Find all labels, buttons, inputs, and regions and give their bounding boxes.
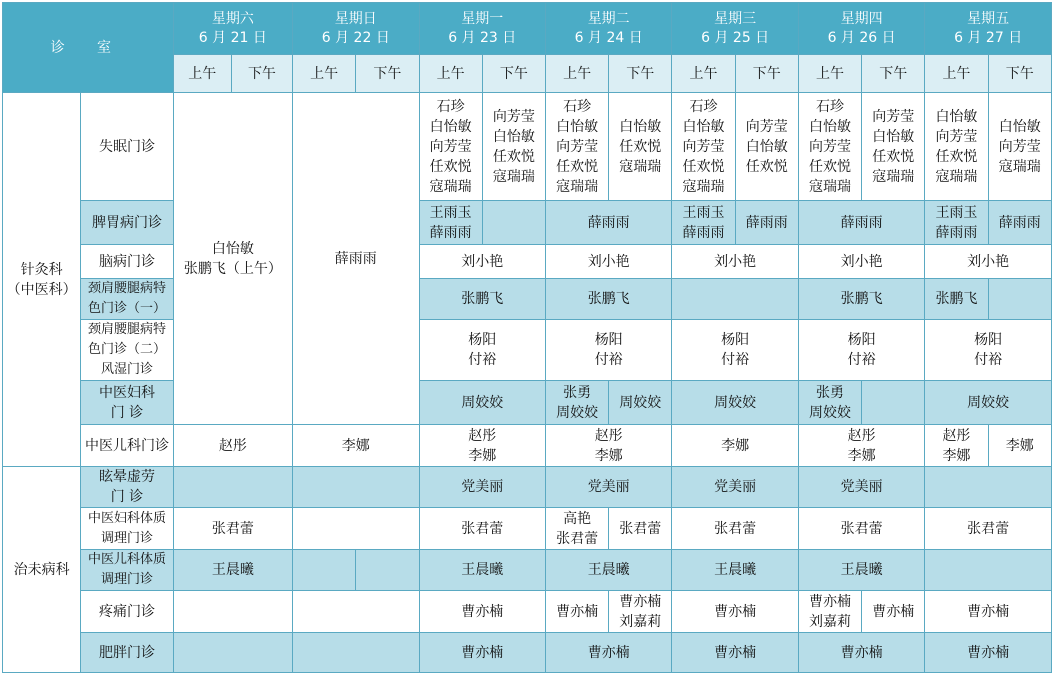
day-header-mon [419, 3, 545, 55]
cell: 张鹏飞 [545, 279, 671, 320]
clinic-neck-1: 颈肩腰腿病特色门诊（一） [81, 279, 173, 320]
cell: 王晨曦 [545, 550, 671, 591]
day-header-wed [672, 3, 798, 55]
cell: 王晨曦 [173, 550, 292, 591]
clinic-insomnia: 失眠门诊 [81, 93, 173, 201]
day-name: 星期三 [714, 10, 757, 27]
session-am: 上午 [419, 55, 482, 93]
table-row [3, 550, 1052, 591]
cell [293, 591, 419, 633]
cell: 王雨玉 薛雨雨 [672, 201, 735, 245]
table-row [3, 93, 1052, 201]
cell: 曹亦楠 刘嘉莉 [609, 591, 672, 633]
cell [925, 467, 1052, 508]
cell: 李娜 [672, 425, 798, 467]
session-am: 上午 [293, 55, 356, 93]
cell: 曹亦楠 [419, 633, 545, 673]
cell: 曹亦楠 [545, 591, 608, 633]
table-row [3, 508, 1052, 550]
cell: 王雨玉 薛雨雨 [419, 201, 482, 245]
cell [925, 550, 1052, 591]
cell: 赵彤 李娜 [925, 425, 988, 467]
table-row [3, 381, 1052, 425]
cell: 党美丽 [672, 467, 798, 508]
cell: 向芳莹 白怡敏 任欢悦 寇瑞瑞 [482, 93, 545, 201]
cell: 石珍 白怡敏 向芳莹 任欢悦 寇瑞瑞 [798, 93, 861, 201]
cell: 周姣姣 [925, 381, 1052, 425]
session-pm: 下午 [482, 55, 545, 93]
cell: 曹亦楠 [862, 591, 925, 633]
cell: 张勇 周姣姣 [798, 381, 861, 425]
cell: 杨阳 付裕 [545, 320, 671, 381]
cell: 刘小艳 [545, 245, 671, 279]
day-name: 星期六 [211, 10, 254, 27]
clinic-gyn-constitution: 中医妇科体质调理门诊 [81, 508, 173, 550]
cell: 王雨玉 薛雨雨 [925, 201, 988, 245]
cell: 张鹏飞 [798, 279, 924, 320]
cell: 张君蕾 [609, 508, 672, 550]
cell: 周姣姣 [609, 381, 672, 425]
cell: 赵彤 李娜 [545, 425, 671, 467]
cell-weekend-sat: 白怡敏 张鹏飞（上午） [173, 93, 292, 425]
cell [293, 508, 419, 550]
cell: 张君蕾 [798, 508, 924, 550]
table-row [3, 201, 1052, 245]
cell: 张勇 周姣姣 [545, 381, 608, 425]
cell: 赵彤 李娜 [419, 425, 545, 467]
clinic-brain: 脑病门诊 [81, 245, 173, 279]
cell: 赵彤 李娜 [798, 425, 924, 467]
day-name: 星期一 [461, 10, 504, 27]
day-date: 6 月 26 日 [827, 29, 896, 46]
day-header-sat [173, 3, 292, 55]
day-header-tue [545, 3, 671, 55]
session-pm: 下午 [231, 55, 292, 93]
day-header-sun [293, 3, 419, 55]
cell: 曹亦楠 [672, 633, 798, 673]
cell: 刘小艳 [798, 245, 924, 279]
cell: 赵彤 [173, 425, 292, 467]
day-name: 星期二 [587, 10, 630, 27]
department-acupuncture: 针灸科 （中医科） [3, 93, 81, 467]
cell: 白怡敏 向芳莹 任欢悦 寇瑞瑞 [925, 93, 988, 201]
clinic-ped-constitution: 中医儿科体质调理门诊 [81, 550, 173, 591]
cell: 薛雨雨 [545, 201, 671, 245]
table-row [3, 320, 1052, 381]
cell: 曹亦楠 刘嘉莉 [798, 591, 861, 633]
cell: 曹亦楠 [419, 591, 545, 633]
session-pm: 下午 [609, 55, 672, 93]
cell: 刘小艳 [419, 245, 545, 279]
cell: 曹亦楠 [925, 633, 1052, 673]
department-preventive: 治未病科 [3, 467, 81, 673]
cell: 党美丽 [419, 467, 545, 508]
day-date: 6 月 21 日 [198, 29, 267, 46]
clinic-neck-2: 颈肩腰腿病特色门诊（二）风湿门诊 [81, 320, 173, 381]
cell: 杨阳 付裕 [925, 320, 1052, 381]
cell [356, 550, 419, 591]
cell: 张君蕾 [419, 508, 545, 550]
cell: 周姣姣 [672, 381, 798, 425]
cell: 薛雨雨 [798, 201, 924, 245]
clinic-gynecology: 中医妇科 门 诊 [81, 381, 173, 425]
cell [293, 467, 419, 508]
clinic-spleen: 脾胃病门诊 [81, 201, 173, 245]
cell: 党美丽 [545, 467, 671, 508]
cell: 白怡敏 向芳莹 寇瑞瑞 [988, 93, 1051, 201]
cell: 薛雨雨 [988, 201, 1051, 245]
cell [862, 381, 925, 425]
session-am: 上午 [925, 55, 988, 93]
day-name: 星期日 [334, 10, 377, 27]
day-header-thu [798, 3, 924, 55]
cell [988, 279, 1051, 320]
cell: 张鹏飞 [419, 279, 545, 320]
cell [173, 467, 292, 508]
cell: 李娜 [988, 425, 1051, 467]
day-name: 星期四 [840, 10, 883, 27]
session-pm: 下午 [988, 55, 1051, 93]
cell: 杨阳 付裕 [798, 320, 924, 381]
cell: 石珍 白怡敏 向芳莹 任欢悦 寇瑞瑞 [545, 93, 608, 201]
cell: 张君蕾 [925, 508, 1052, 550]
day-date: 6 月 25 日 [701, 29, 770, 46]
table-row [3, 591, 1052, 633]
cell: 党美丽 [798, 467, 924, 508]
cell: 石珍 白怡敏 向芳莹 任欢悦 寇瑞瑞 [672, 93, 735, 201]
cell: 曹亦楠 [798, 633, 924, 673]
session-pm: 下午 [356, 55, 419, 93]
cell: 薛雨雨 [735, 201, 798, 245]
day-name: 星期五 [967, 10, 1010, 27]
cell: 张鹏飞 [925, 279, 988, 320]
session-pm: 下午 [735, 55, 798, 93]
cell: 刘小艳 [672, 245, 798, 279]
cell [293, 633, 419, 673]
cell: 高艳 张君蕾 [545, 508, 608, 550]
cell: 杨阳 付裕 [419, 320, 545, 381]
header-row-days [3, 3, 1052, 55]
day-header-fri [925, 3, 1052, 55]
session-am: 上午 [672, 55, 735, 93]
cell: 曹亦楠 [925, 591, 1052, 633]
cell: 石珍 白怡敏 向芳莹 任欢悦 寇瑞瑞 [419, 93, 482, 201]
table-row [3, 467, 1052, 508]
session-pm: 下午 [862, 55, 925, 93]
cell: 白怡敏 任欢悦 寇瑞瑞 [609, 93, 672, 201]
clinic-pain: 疼痛门诊 [81, 591, 173, 633]
cell: 杨阳 付裕 [672, 320, 798, 381]
cell: 周姣姣 [419, 381, 545, 425]
schedule-table [2, 2, 1052, 673]
clinic-dizziness: 眩晕虚劳 门 诊 [81, 467, 173, 508]
cell [173, 591, 292, 633]
cell-weekend-sun: 薛雨雨 [293, 93, 419, 425]
day-date: 6 月 27 日 [954, 29, 1023, 46]
clinic-pediatrics: 中医儿科门诊 [81, 425, 173, 467]
clinic-header: 诊 室 [3, 3, 174, 93]
day-date: 6 月 22 日 [321, 29, 390, 46]
cell: 曹亦楠 [672, 591, 798, 633]
day-date: 6 月 24 日 [574, 29, 643, 46]
clinic-obesity: 肥胖门诊 [81, 633, 173, 673]
cell: 王晨曦 [672, 550, 798, 591]
cell [293, 550, 356, 591]
cell [482, 201, 545, 245]
cell: 王晨曦 [419, 550, 545, 591]
cell [173, 633, 292, 673]
table-row [3, 425, 1052, 467]
cell: 曹亦楠 [545, 633, 671, 673]
session-am: 上午 [545, 55, 608, 93]
day-date: 6 月 23 日 [448, 29, 517, 46]
cell: 李娜 [293, 425, 419, 467]
cell: 张君蕾 [173, 508, 292, 550]
table-row [3, 633, 1052, 673]
cell: 刘小艳 [925, 245, 1052, 279]
session-am: 上午 [798, 55, 861, 93]
cell: 向芳莹 白怡敏 任欢悦 [735, 93, 798, 201]
cell: 向芳莹 白怡敏 任欢悦 寇瑞瑞 [862, 93, 925, 201]
cell [672, 279, 798, 320]
cell: 王晨曦 [798, 550, 924, 591]
table-row [3, 279, 1052, 320]
session-am: 上午 [173, 55, 231, 93]
table-row [3, 245, 1052, 279]
cell: 张君蕾 [672, 508, 798, 550]
